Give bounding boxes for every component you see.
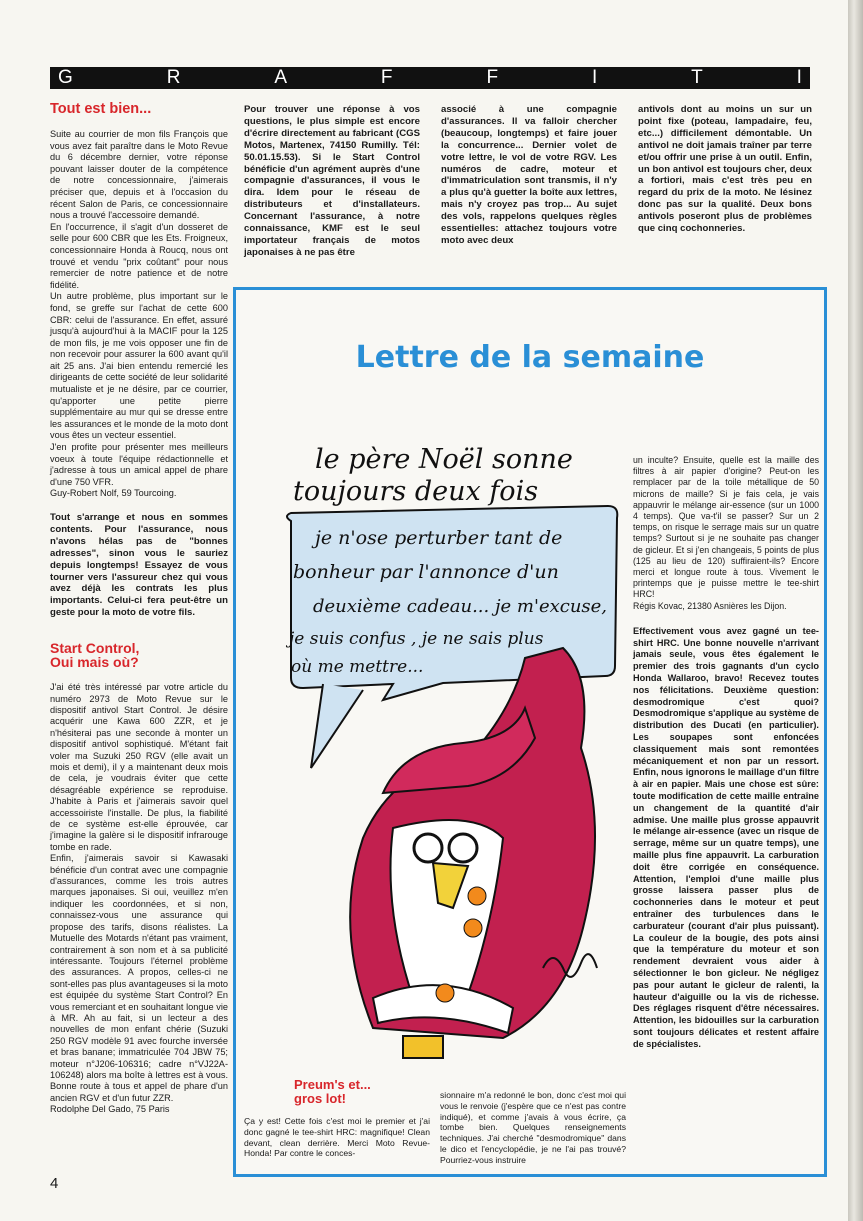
speech-bubble-tail	[311, 684, 363, 768]
box-bottom-middle	[440, 1090, 626, 1166]
article-headline: Tout est bien...	[50, 101, 152, 117]
letter-of-the-week-box	[233, 287, 827, 1177]
belt-buckle	[403, 1036, 443, 1058]
column-three	[441, 104, 617, 247]
header-letter: F	[486, 67, 499, 88]
header-letter: R	[166, 67, 181, 88]
letter-paragraph: Enfin, j'aimerais savoir si Kawasaki bénéficie d'un contrat avec une compagnie d'assurances, comme les trois autres marques japonaises. Si oui, veuillez m'en indiquer les coordonnées, et si non, connaissez-vous une assurance qui propose des tarifs, disons réalistes. La Mutuelle des Motards n'étant pas vraiment, contrairement à son nom et à sa publicité intéressante. Toujours l'éternel problème des assurances. A propos, celles-ci ne sont-elles pas plus avantageuses si la moto est équipée du système Start Control? En vous remerciant et en souhaitant longue vie à MR. Ah au fait, si un lecteur a des nouvelles de mon enfant chérie (Suzuki 250 RGV modèle 91 avec fourche inversée et bras banane; immatriculée 704 JBW 75; moteur n°J206-106316; cadre n°VJ22A-106248) alors ma boîte à lettres est à vous. Bonne route à tous et appel de phare d'un ancien RGV et d'un futur ZZR.	[50, 853, 228, 1103]
graffiti-header-bar	[50, 67, 810, 89]
letter-signature: Rodolphe Del Gado, 75 Paris	[50, 1104, 170, 1115]
bubble-text-line: où me mettre...	[291, 657, 424, 677]
article-headline: Preum's et...	[294, 1077, 371, 1092]
letter-paragraph: Suite au courrier de mon fils François que vous avez fait paraître dans le Moto Revue du 6 décembre dernier, votre réponse pouvant laisser douter de la compétence de notre concessionnaire, j'aimerais préciser que, depuis et à l'occasion du récent Salon de Paris, ce concessionnaire nous a trouvé l'accessoire demandé.	[50, 129, 228, 221]
article-headline: Start Control,	[50, 640, 140, 657]
cartoon-title-line: le père Noël sonne	[315, 444, 573, 475]
header-letter: A	[274, 67, 288, 88]
header-letter: F	[380, 67, 393, 88]
left-column	[50, 101, 228, 1116]
page-edge	[848, 0, 863, 1221]
letter-paragraph: un inculte? Ensuite, quelle est la maille des filtres à air papier d'origine? Peut-on les remplacer par de la toile métallique de 50 microns de maille? Si je fais cela, je vais appauvrir le mélange air-essence (sur un 1000 4 temps). Que va-t'il se passer? Sur un 2 temps, on risque le serrage mais sur un quatre temps? Surtout si je ne souhaite pas changer de gicleur. Et si j'en changeais, 5 points de plus (125 au lieu de 120) suffiraient-ils? Encore merci et longue route à tous. Vivement le printemps que je puisse mettre le tee-shirt HRC!	[633, 455, 819, 600]
header-letter: I	[591, 67, 598, 88]
article-headline: gros lot!	[294, 1091, 346, 1106]
editor-reply: Tout s'arrange et nous en sommes contents. Pour l'assurance, nous n'avons hélas pas de "bonnes adresses", sinon vous le sauriez depuis longtemps! Essayez de vous tourner vers l'assureur chez qui vous avez déjà les contrats les plus importants. Celui-ci fera peut-être un geste pour la moto de votre fils.	[50, 512, 228, 619]
button-icon	[464, 919, 482, 937]
column-four	[638, 104, 812, 235]
page-number: 4	[50, 1175, 59, 1192]
editor-reply: associé à une compagnie d'assurances. Il va falloir chercher (beaucoup, longtemps) et faire jouer la concurrence... Dernier volet de votre lettre, le vol de votre RGV. Les numéros de cadre, moteur et d'immatriculation sont transmis, il n'y a plus qu'à guetter la boîte aux lettres, mais n'y croyez pas trop... Au sujet des vols, rappelons quelques règles essentielles: attachez toujours votre moto avec deux	[441, 104, 617, 246]
letter-paragraph: J'en profite pour présenter mes meilleurs voeux à toute l'équipe rédactionnelle et j'adresse à tous un amical appel de phare d'une 750 VFR.	[50, 442, 228, 487]
letter-signature: Guy-Robert Nolf, 59 Tourcoing.	[50, 488, 177, 499]
letter-paragraph: En l'occurrence, il s'agit d'un dosseret de selle pour 600 CBR que les Ets. Froigneux, concessionnaire Honda à Roucq, nous ont trouvé et vendu "prix coûtant" pour nous remercier de notre patience et de notre fidélité.	[50, 221, 228, 290]
header-letter: T	[691, 67, 703, 88]
letter-paragraph: J'ai été très intéressé par votre article du numéro 2973 de Moto Revue sur le dispositif antivol Start Control. Je désire acquérir une Kawa 600 ZZR, et je n'hésiterai pas une seconde à monter un dispositif antivol sophistiqué. M'étant fait voler ma Suzuki 250 RGV (elle avait un mois et demi), il y a maintenant deux mois de cela, je voudrais éviter que cette désagréable expérience se reproduise. J'habite à Paris et j'aimerais savoir quel accessoiriste l'installe. De plus, la fiabilité de ce système est-elle éprouvée, car j'imagine la galère si le dispositif infrarouge tombe en rade.	[50, 682, 228, 852]
column-two	[244, 104, 420, 259]
header-letter: G	[58, 67, 73, 88]
letter-paragraph: sionnaire m'a redonné le bon, donc c'est moi qui vous le renvoie (j'espère que ce n'est pas contre indiqué), et comme j'avais à vous écrire, ça tombe bien. Quelques renseignements techniques. J'ai cherché "desmodromique" dans le dico et l'encyclopédie, je ne l'ai pas trouvé? Pourriez-vous instruire	[440, 1090, 626, 1165]
letter-paragraph: Un autre problème, plus important sur le fond, se greffe sur l'achat de cette 600 CBR: celui de l'assurance. En effet, assuré jusqu'à aujourd'hui à la MACIF pour la 125 de mon fils, je me vois opposer une fin de non recevoir pour assurer la 600 avant qu'il ait 25 ans. J'ai bien entendu remercié les dirigeants de cette société de leur solidarité mutualiste et je ne désire, par ce courrier, qu'apporter une petite pierre supplémentaire au mur qui se dresse entre les assurances et le monde de la moto dont vous êtes un vecteur essentiel.	[50, 291, 228, 441]
article-headline: Oui mais où?	[50, 654, 139, 671]
bubble-text-line: bonheur par l'annonce d'un	[293, 561, 559, 583]
letter-signature: Régis Kovac, 21380 Asnières les Dijon.	[633, 600, 787, 611]
button-icon	[436, 984, 454, 1002]
bubble-text-line: je n'ose perturber tant de	[315, 527, 563, 549]
bubble-text-line: deuxième cadeau... je m'excuse,	[313, 596, 608, 617]
box-bottom-left	[244, 1078, 430, 1159]
cartoon-title-line: toujours deux fois	[293, 476, 539, 507]
box-right-column	[633, 455, 819, 1051]
letter-paragraph: Ça y est! Cette fois c'est moi le premier et j'ai donc gagné le tee-shirt HRC: magnifique! Clean devant, clean derrière. Merci Moto Revue-Honda! Par contre le conces-	[244, 1116, 430, 1159]
button-icon	[468, 887, 486, 905]
santa-cartoon	[263, 408, 628, 1068]
editor-reply: antivols dont au moins un sur un point fixe (poteau, lampadaire, feu, etc...) difficilement démontable. Un antivol ne doit jamais traîner par terre et/ou offrir une prise à un outil. Enfin, un bon antivol est toujours cher, deux a fortiori, mais c'est très peu en regard du prix de la moto. Ne lésinez donc pas sur la qualité. Deux bons antivols poseront plus de problèmes que cinq cochonneries.	[638, 104, 812, 235]
editor-reply: Effectivement vous avez gagné un tee-shirt HRC. Une bonne nouvelle n'arrivant jamais seule, vous êtes également le premier des trois gagnants d'un cyclo Honda Wallaroo, bravo! Recevez toutes nos félicitations. Deuxième question: desmodromique c'est quoi? Desmodromique s'applique au système de distribution des Ducati (en particulier). Les soupapes sont enfoncées classiquement mais sont remontées mécaniquement et non par un ressort. Enfin, nous ignorons le maillage d'un filtre à air en papier. Mais une chose est sûre: toute modification de cette maille entraîne un changement de la quantité d'air admise. Une maille plus grosse appauvrit le mélange air-essence (avec un risque de serrage, même sur un quatre temps), une maille plus fine appauvrit. La carburation doit être corrigée en conséquence. Attention, l'emploi d'une maille plus grosse laissera passer plus de cochonneries dans le moteur et peut entraîner des turbulences dans le carburateur (courant d'air plus puissant). La couleur de la bougie, des pots ainsi que la température du moteur et son rendement devraient vous aider à sélectionner le bon gicleur. Ne négligez pas pour autant le gicleur de ralenti, la hauteur d'aiguille ou la vis de richesse. Des réglages risquent d'être nécessaires. Attention, les bidouilles sur la carburation sont toujours délicates et restent affaire de spécialistes.	[633, 625, 819, 1049]
bubble-text-line: je suis confus , je ne sais plus	[289, 629, 544, 649]
header-letter: I	[796, 67, 802, 88]
editor-reply: Pour trouver une réponse à vos questions, le plus simple est encore d'écrire directement au fabricant (CGS Motos, Martenex, 74150 Rumilly. Tél: 50.01.15.53). Si le Start Control bénéficie d'un agrément auprès d'une compagnie d'assurances, il vous le dira. Idem pour le réseau de distributeurs et d'installateurs. Concernant l'assurance, à notre connaissance, KMF est le seul importateur français de motos japonaises à ne pas être	[244, 104, 420, 258]
box-title: Lettre de la semaine	[355, 340, 705, 375]
